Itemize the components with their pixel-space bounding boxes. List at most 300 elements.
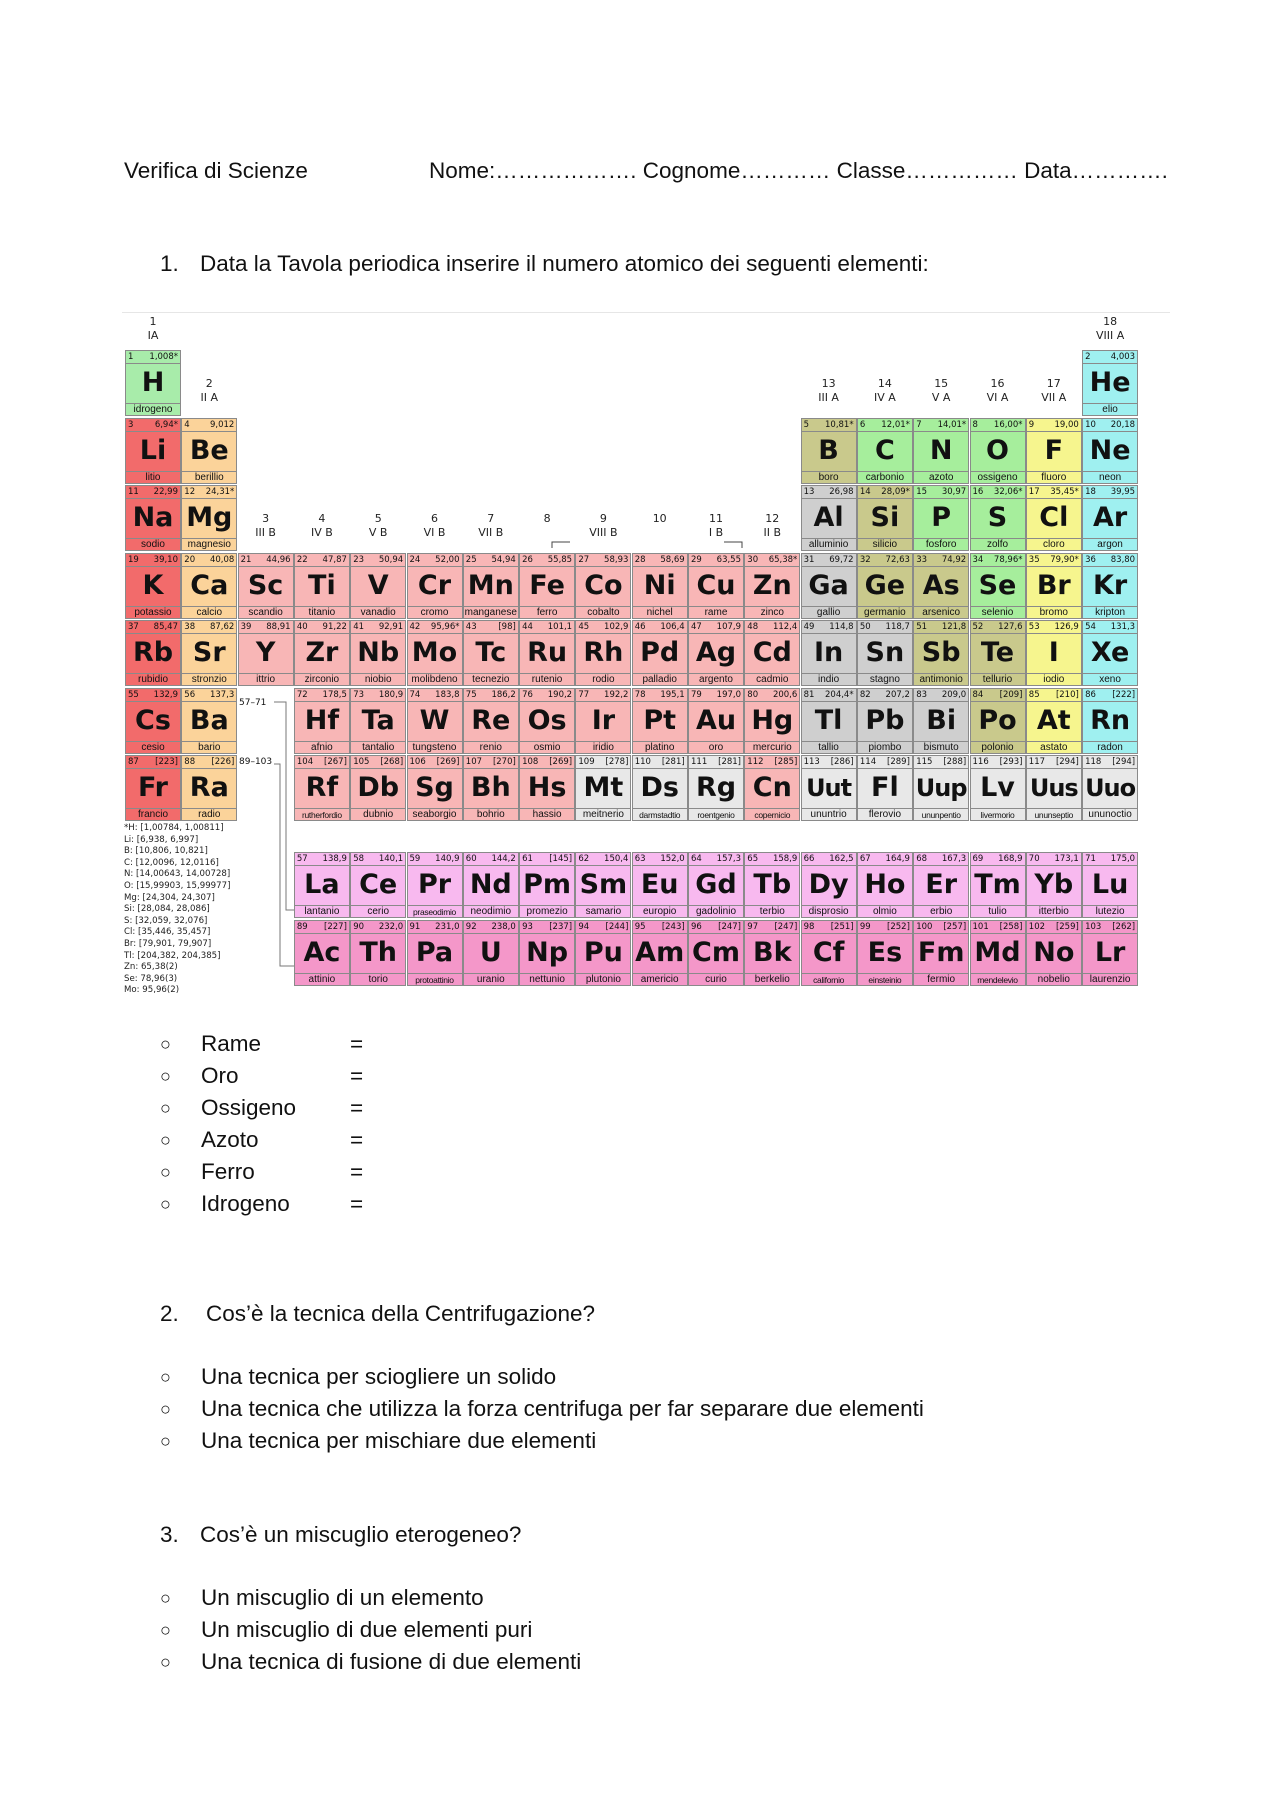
element-symbol: Tl: [814, 704, 843, 736]
element-fluoro: [1026, 418, 1082, 484]
element-name: xeno: [1099, 674, 1121, 685]
element-symbol: Db: [357, 772, 400, 803]
element-stronzio: [181, 620, 237, 686]
element-name: fluoro: [1041, 471, 1067, 483]
element-tallio: [801, 688, 857, 754]
element-bohrio: [463, 755, 519, 821]
element-name: platino: [644, 741, 675, 753]
answer-label: Ferro: [201, 1159, 255, 1184]
actinide-ref-label: 89–103: [239, 757, 273, 767]
element-magnesio: [181, 485, 237, 551]
atomic-number: 65: [747, 854, 759, 864]
group-roman: IA: [147, 329, 159, 342]
atomic-mass: 132,9: [153, 689, 178, 700]
element-astato: [1026, 688, 1082, 754]
element-name: polonio: [981, 741, 1014, 753]
group-number: 8: [543, 512, 551, 525]
element-name: molibdeno: [411, 674, 458, 685]
element-name: hassio: [532, 809, 562, 820]
group-roman: III B: [255, 526, 276, 539]
atomic-number: 33: [916, 554, 928, 565]
atomic-mass: 195,1: [660, 689, 685, 700]
equals-sign: =: [350, 1063, 364, 1088]
element-name: stronzio: [191, 674, 227, 685]
element-name: ununseptio: [1034, 810, 1074, 820]
atomic-number: 79: [691, 689, 702, 700]
atomic-number: 95: [634, 921, 646, 932]
atomic-mass: 78,96*: [993, 554, 1023, 565]
atomic-mass: 92,91: [378, 622, 404, 632]
atomic-number: 29: [691, 554, 702, 565]
element-symbol: Rf: [305, 772, 339, 803]
atomic-mass: 144,2: [491, 854, 516, 864]
element-symbol: Zr: [305, 637, 339, 668]
element-symbol: Si: [870, 502, 900, 533]
element-name: azoto: [928, 471, 954, 483]
element-symbol: Ho: [864, 869, 906, 900]
element-name: bismuto: [923, 741, 959, 753]
element-rodio: [575, 620, 631, 686]
radio-circle-icon: ○: [160, 1652, 171, 1672]
element-symbol: Be: [189, 434, 229, 466]
element-mercurio: [744, 688, 800, 754]
atomic-mass: 65,38*: [768, 554, 798, 565]
element-symbol: Lr: [1094, 936, 1126, 968]
atomic-mass: 231,0: [435, 921, 460, 932]
option-text: Una tecnica per sciogliere un solido: [201, 1364, 557, 1389]
atomic-number: 41: [353, 622, 365, 632]
element-symbol: Se: [978, 569, 1017, 601]
atomic-mass: 126,9: [1054, 622, 1079, 632]
element-elio: [1082, 350, 1138, 416]
element-symbol: Mo: [411, 637, 458, 668]
element-laurenzio: [1082, 920, 1138, 986]
atomic-mass: 54,94: [491, 554, 516, 565]
element-symbol: Zn: [752, 569, 792, 601]
element-symbol: Pd: [640, 637, 680, 668]
worksheet-header: [124, 155, 1168, 187]
bullet-icon: ○: [160, 1194, 171, 1214]
element-symbol: Ar: [1092, 502, 1128, 533]
element-symbol: Ru: [527, 637, 568, 668]
radio-circle-icon: ○: [160, 1620, 171, 1640]
atomic-mass: 83,80: [1110, 554, 1136, 565]
atomic-number: 58: [353, 854, 365, 864]
element-symbol: No: [1033, 936, 1075, 968]
atomic-mass: [285]: [774, 757, 798, 767]
element-polonio: [970, 688, 1026, 754]
element-symbol: Rb: [132, 637, 174, 668]
element-symbol: Md: [974, 936, 1021, 968]
element-rutherfordio: [294, 755, 350, 821]
element-nettunio: [519, 920, 575, 986]
atomic-mass: 164,9: [885, 854, 910, 864]
element-piombo: [857, 688, 913, 754]
element-erbio: [913, 852, 969, 918]
atomic-number: 72: [296, 689, 308, 700]
atomic-number: 1: [128, 352, 134, 362]
element-name: litio: [145, 471, 161, 483]
element-tellurio: [970, 620, 1026, 686]
element-uranio: [463, 920, 519, 986]
element-symbol: P: [931, 502, 952, 533]
element-symbol: Ba: [189, 704, 229, 736]
element-symbol: Au: [695, 704, 737, 736]
group-roman: V A: [931, 391, 951, 404]
atomic-mass: 197,0: [716, 689, 741, 700]
element-antimonio: [913, 620, 969, 686]
element-rame: [688, 553, 744, 619]
atomic-number: 18: [1085, 487, 1096, 497]
element-symbol: K: [142, 569, 164, 601]
group-roman: VI A: [986, 391, 1009, 404]
element-name: berillio: [194, 471, 224, 483]
element-symbol: Es: [867, 936, 903, 968]
atomic-mass: 157,3: [716, 854, 741, 864]
element-olmio: [857, 852, 913, 918]
element-zirconio: [294, 620, 350, 686]
element-fermio: [913, 920, 969, 986]
element-neon: [1082, 418, 1138, 484]
atomic-number: 88: [184, 757, 196, 767]
element-name: elio: [1102, 404, 1118, 415]
element-name: bohrio: [476, 809, 505, 820]
atomic-number: 50: [859, 622, 871, 632]
element-symbol: Pa: [415, 936, 454, 968]
student-info-fields[interactable]: Nome:………………. Cognome………… Classe…………… Data………….: [429, 158, 1168, 183]
group-label-4: [294, 512, 350, 540]
element-symbol: Rg: [695, 772, 737, 803]
element-symbol: V: [367, 569, 389, 601]
atomic-number: 5: [803, 419, 810, 430]
atomic-number: 97: [747, 921, 759, 932]
element-symbol: In: [813, 637, 844, 668]
group-roman: VIII A: [1095, 329, 1125, 342]
atomic-number: 7: [916, 419, 922, 430]
element-symbol: Cm: [692, 936, 740, 968]
element-name: curio: [705, 973, 727, 985]
element-name: magnesio: [187, 539, 231, 550]
element-name: arsenico: [922, 606, 961, 618]
atomic-number: 38: [184, 622, 196, 632]
element-fosforo: [913, 485, 969, 551]
atomic-mass: 102,9: [604, 622, 629, 632]
atomic-mass: 28,09*: [881, 487, 910, 497]
element-arsenico: [913, 553, 969, 619]
element-name: berkelio: [754, 973, 790, 985]
atomic-number: 11: [128, 487, 139, 497]
atomic-number: 15: [916, 487, 928, 497]
atomic-mass: [252]: [887, 921, 910, 932]
element-tecnezio: [463, 620, 519, 686]
element-niobio: [350, 620, 406, 686]
group-roman: II A: [200, 391, 219, 404]
atomic-number: 52: [972, 622, 984, 632]
bracket-group-8-left: [552, 542, 570, 548]
atomic-number: 48: [747, 622, 759, 632]
atomic-number: 39: [240, 622, 252, 632]
question-1: [160, 248, 929, 280]
atomic-mass: [259]: [1055, 921, 1079, 932]
element-symbol: Tb: [753, 869, 792, 900]
element-attinio: [294, 920, 350, 986]
atomic-mass: [145]: [549, 854, 573, 864]
atomic-number: 70: [1028, 854, 1040, 864]
atomic-mass: [258]: [999, 921, 1023, 932]
element-name: ittrio: [256, 674, 276, 685]
element-ununtrio: [801, 755, 857, 821]
element-symbol: Uut: [806, 774, 852, 802]
atomic-mass: [257]: [943, 921, 967, 932]
atomic-mass: 88,91: [266, 622, 291, 632]
atomic-number: 99: [859, 921, 871, 932]
atomic-mass: 12,01*: [881, 419, 910, 430]
element-praseodimio: [407, 852, 463, 918]
element-symbol: Te: [980, 637, 1015, 668]
atomic-mass: 112,4: [772, 622, 798, 632]
atomic-number: 37: [128, 622, 139, 632]
atomic-mass: 47,87: [322, 554, 347, 565]
element-symbol: Uuo: [1085, 774, 1136, 802]
equals-sign: =: [350, 1159, 364, 1184]
element-tungsteno: [407, 688, 463, 754]
element-hassio: [519, 755, 575, 821]
element-name: niobio: [364, 674, 392, 685]
atomic-mass: 22,99: [153, 487, 178, 497]
element-xeno: [1082, 620, 1138, 686]
atomic-mass: [210]: [1055, 689, 1079, 700]
atomic-number: 46: [634, 622, 646, 632]
element-symbol: Eu: [640, 869, 679, 900]
element-name: renio: [479, 741, 502, 753]
atomic-number: 116: [972, 757, 989, 767]
element-name: titanio: [308, 606, 336, 618]
element-name: ununpentio: [921, 810, 961, 820]
element-promezio: [519, 852, 575, 918]
element-name: fermio: [927, 973, 956, 985]
element-name: bario: [198, 741, 221, 753]
element-berkelio: [744, 920, 800, 986]
group-roman: II B: [763, 526, 782, 539]
element-name: zirconio: [304, 674, 340, 685]
atomic-number: 110: [634, 757, 651, 767]
element-symbol: Nd: [469, 869, 512, 900]
atomic-number: 44: [522, 622, 533, 632]
group-roman: VII A: [1041, 391, 1067, 404]
atomic-mass: 50,94: [378, 554, 404, 565]
atomic-number: 21: [240, 554, 252, 565]
atomic-mass: 207,2: [885, 689, 910, 700]
atomic-number: 16: [972, 487, 984, 497]
group-label-12: [744, 512, 800, 540]
element-plutonio: [575, 920, 631, 986]
atomic-mass: 107,9: [716, 622, 741, 632]
group-roman: III A: [818, 391, 839, 404]
note-line: Zn: 65,38(2): [124, 962, 178, 973]
element-ununoctio: [1082, 755, 1138, 821]
element-name: praseodimio: [412, 907, 456, 917]
element-name: francio: [137, 809, 168, 820]
atomic-number: 54: [1085, 622, 1096, 632]
element-name: cadmio: [756, 674, 789, 685]
option-text: Un miscuglio di un elemento: [201, 1585, 484, 1610]
atomic-number: 28: [634, 554, 646, 565]
atomic-number: 113: [803, 757, 820, 767]
atomic-number: 43: [465, 622, 477, 632]
element-name: lantanio: [304, 906, 340, 917]
atomic-number: 115: [916, 757, 933, 767]
element-oro: [688, 688, 744, 754]
atomic-mass: 74,92: [941, 554, 967, 565]
atomic-mass: 79,90*: [1050, 554, 1079, 565]
element-symbol: Tc: [475, 637, 507, 668]
atomic-mass: [237]: [549, 921, 573, 932]
atomic-weight-notes: [124, 823, 230, 997]
element-name: californio: [813, 974, 845, 985]
atomic-number: 101: [972, 921, 989, 932]
element-name: torio: [368, 973, 388, 985]
element-name: fosforo: [925, 539, 957, 550]
element-zolfo: [970, 485, 1026, 551]
element-symbol: Cd: [752, 637, 792, 668]
note-line: *H: [1,00784, 1,00811]: [124, 823, 224, 833]
atomic-number: 118: [1085, 757, 1102, 767]
atomic-number: 34: [972, 554, 984, 565]
atomic-mass: 162,5: [829, 854, 854, 864]
atomic-number: 90: [353, 921, 365, 932]
element-symbol: F: [1044, 434, 1064, 466]
atomic-number: 60: [465, 854, 477, 864]
element-name: rodio: [592, 674, 615, 685]
atomic-mass: 55,85: [547, 554, 573, 565]
atomic-mass: [269]: [436, 757, 460, 767]
element-symbol: Sm: [579, 869, 628, 900]
group-roman: IV B: [310, 526, 333, 539]
atomic-mass: [267]: [324, 757, 347, 767]
atomic-mass: 173,1: [1054, 854, 1079, 864]
question-number: 1.: [160, 251, 179, 276]
element-symbol: Pr: [417, 869, 452, 900]
atomic-mass: 138,9: [322, 854, 347, 864]
note-line: Cl: [35,446, 35,457]: [124, 927, 211, 938]
worksheet-title: Verifica di Scienze: [124, 158, 308, 183]
element-name: tallio: [818, 741, 839, 753]
atomic-mass: 150,4: [604, 854, 629, 864]
atomic-number: 17: [1028, 487, 1040, 497]
element-symbol: He: [1089, 367, 1131, 398]
element-sodio: [125, 485, 181, 551]
atomic-number: 96: [691, 921, 702, 932]
option-text: Una tecnica che utilizza la forza centrifuga per far separare due elementi: [201, 1396, 924, 1421]
atomic-number: 105: [353, 757, 370, 767]
element-name: nettunio: [529, 973, 565, 985]
atomic-mass: 186,2: [491, 689, 516, 700]
atomic-number: 106: [409, 757, 426, 767]
element-name: cromo: [420, 606, 449, 618]
atomic-number: 82: [859, 689, 871, 700]
element-rubidio: [125, 620, 181, 686]
atomic-mass: [286]: [830, 757, 854, 767]
group-label-10: [632, 512, 688, 526]
atomic-mass: 121,8: [941, 622, 967, 632]
atomic-number: 42: [409, 622, 421, 632]
element-symbol: Ra: [189, 772, 229, 803]
atomic-number: 56: [184, 689, 196, 700]
element-name: cloro: [1042, 539, 1065, 550]
atomic-mass: 190,2: [547, 689, 573, 700]
atomic-mass: 58,69: [660, 554, 685, 565]
element-name: tellurio: [982, 674, 1013, 685]
atomic-mass: 91,22: [322, 622, 347, 632]
atomic-mass: [244]: [605, 921, 629, 932]
option-text: Una tecnica per mischiare due elementi: [201, 1428, 597, 1453]
element-name: americio: [640, 973, 679, 985]
element-symbol: Mt: [583, 772, 624, 803]
element-name: europio: [643, 906, 677, 917]
element-name: uranio: [476, 973, 505, 985]
answer-label: Idrogeno: [201, 1191, 290, 1216]
atomic-mass: [288]: [943, 757, 967, 767]
element-iridio: [575, 688, 631, 754]
atomic-mass: 32,06*: [993, 487, 1023, 497]
atomic-mass: 72,63: [885, 554, 910, 565]
option-text: Un miscuglio di due elementi puri: [201, 1617, 533, 1642]
element-symbol: U: [479, 936, 502, 968]
group-number: 14: [877, 377, 892, 390]
element-tantalio: [350, 688, 406, 754]
element-platino: [632, 688, 688, 754]
element-name: laurenzio: [1089, 973, 1131, 985]
atomic-mass: 152,0: [660, 854, 685, 864]
element-symbol: Ti: [308, 569, 336, 601]
atomic-mass: 1,008*: [149, 352, 178, 362]
atomic-mass: 30,97: [941, 487, 967, 497]
atomic-mass: [294]: [1055, 757, 1079, 767]
element-calcio: [181, 553, 237, 619]
element-symbol: Th: [359, 936, 397, 968]
element-name: zinco: [760, 606, 784, 618]
element-protoattinio: [407, 920, 463, 986]
element-symbol: Al: [813, 502, 844, 533]
element-symbol: Ni: [643, 569, 676, 601]
element-americio: [632, 920, 688, 986]
atomic-number: 117: [1028, 757, 1046, 767]
element-symbol: Ir: [591, 704, 616, 736]
element-name: carbonio: [865, 471, 905, 483]
answer-label: Oro: [201, 1063, 239, 1088]
question-text: Data la Tavola periodica inserire il numero atomico dei seguenti elementi:: [200, 251, 929, 276]
element-name: gadolinio: [695, 906, 737, 917]
element-name: seaborgio: [412, 809, 457, 820]
group-label-18: [1082, 315, 1138, 343]
atomic-number: 63: [634, 854, 646, 864]
element-name: idrogeno: [133, 404, 173, 415]
atomic-mass: [294]: [1112, 757, 1136, 767]
atomic-mass: 44,96: [266, 554, 291, 565]
element-symbol: Cs: [135, 704, 171, 736]
atomic-number: 10: [1085, 419, 1096, 430]
bullet-icon: ○: [160, 1098, 171, 1118]
atomic-mass: 19,00: [1054, 419, 1079, 430]
element-name: afnio: [311, 741, 333, 753]
group-roman: VIII B: [589, 526, 618, 539]
element-name: samario: [585, 906, 622, 917]
element-symbol: Lv: [980, 772, 1015, 803]
element-name: copernicio: [754, 810, 791, 820]
element-mendelevio: [970, 920, 1026, 986]
element-symbol: Sb: [921, 637, 961, 668]
atomic-mass: 238,0: [491, 921, 516, 932]
